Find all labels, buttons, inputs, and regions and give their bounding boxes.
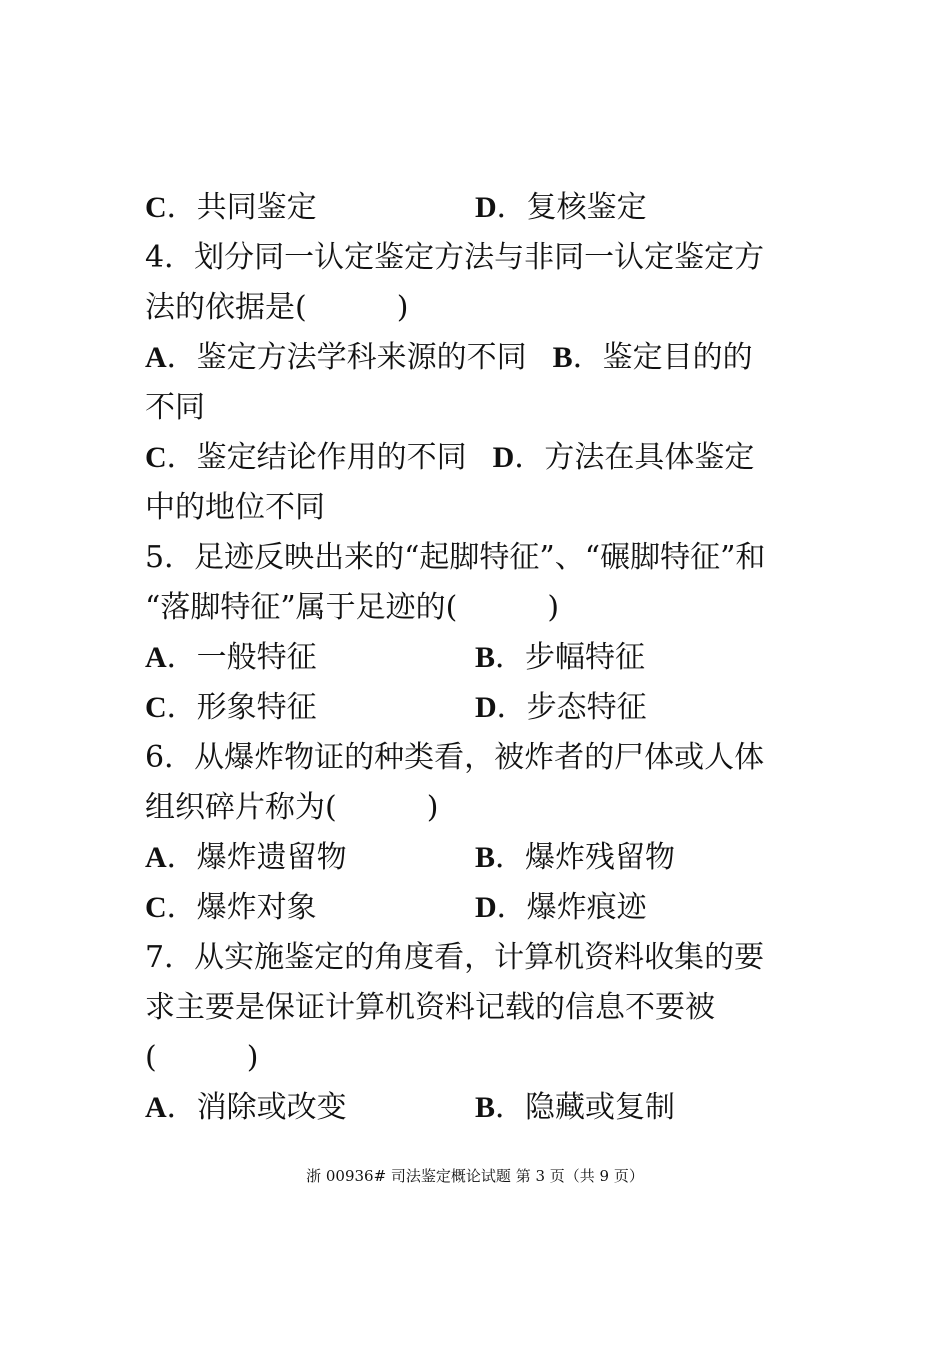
q6-stem-line-1: 6．从爆炸物证的种类看，被炸者的尸体或人体 (145, 740, 765, 775)
question-content (145, 183, 810, 1133)
q5-options-ab (145, 633, 810, 683)
q7-stem-line-1: 7．从实施鉴定的角度看，计算机资料收集的要 (145, 940, 765, 975)
q4-options-cd (145, 433, 810, 483)
q7-option-b[interactable]: B．隐藏或复制 (475, 1090, 676, 1125)
q4-option-d[interactable]: D．方法在具体鉴定 (492, 440, 755, 475)
q6-option-c[interactable]: C．爆炸对象 (145, 890, 317, 925)
q3-option-d[interactable]: D．复核鉴定 (475, 190, 647, 225)
q3-option-c[interactable]: C．共同鉴定 (145, 190, 317, 225)
q4-option-b[interactable]: B．鉴定目的的 (552, 340, 753, 375)
q5-option-c[interactable]: C．形象特征 (145, 690, 317, 725)
q7-stem-line-2: 求主要是保证计算机资料记载的信息不要被 (145, 990, 715, 1025)
q5-stem-line-2: “落脚特征”属于足迹的( ) (145, 590, 560, 625)
q7-stem-line-3: ( ) (145, 1040, 259, 1075)
q5-option-b[interactable]: B．步幅特征 (475, 640, 646, 675)
q4-option-d-continued: 中的地位不同 (145, 490, 325, 525)
q6-option-b[interactable]: B．爆炸残留物 (475, 840, 676, 875)
q5-option-a[interactable]: A．一般特征 (145, 640, 317, 675)
page-footer: 浙 00936# 司法鉴定概论试题 第 3 页（共 9 页） (306, 1167, 644, 1185)
q5-options-cd (145, 683, 810, 733)
q5-stem-line-1: 5．足迹反映出来的“起脚特征”、“碾脚特征”和 (145, 540, 766, 575)
q4-stem-line-1: 4．划分同一认定鉴定方法与非同一认定鉴定方 (145, 240, 765, 275)
q4-stem-line-2: 法的依据是( ) (145, 290, 409, 325)
q6-options-cd (145, 883, 810, 933)
q6-stem-line-2: 组织碎片称为( ) (145, 790, 439, 825)
q4-option-b-continued: 不同 (145, 390, 205, 425)
q6-option-d[interactable]: D．爆炸痕迹 (475, 890, 647, 925)
q7-options-ab (145, 1083, 810, 1133)
q4-option-c[interactable]: C．鉴定结论作用的不同 (145, 440, 467, 475)
q7-option-a[interactable]: A．消除或改变 (145, 1090, 347, 1125)
q3-options-cd (145, 183, 810, 233)
q6-option-a[interactable]: A．爆炸遗留物 (145, 840, 347, 875)
q5-option-d[interactable]: D．步态特征 (475, 690, 647, 725)
q6-options-ab (145, 833, 810, 883)
q4-option-a[interactable]: A．鉴定方法学科来源的不同 (145, 340, 527, 375)
q4-options-ab (145, 333, 810, 383)
